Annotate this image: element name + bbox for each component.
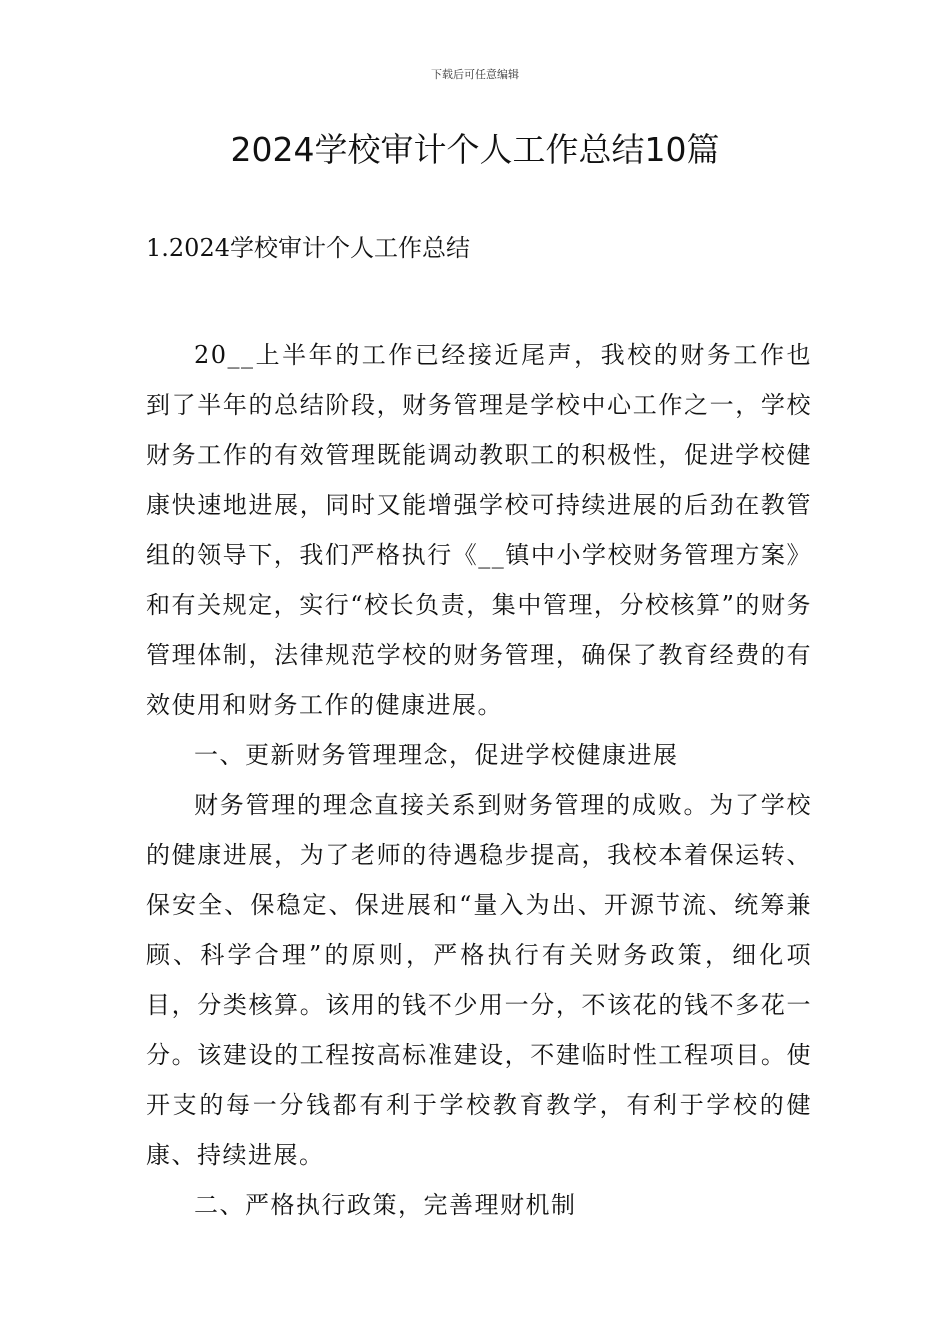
section-title: 1.2024学校审计个人工作总结 bbox=[146, 234, 470, 262]
paragraph-intro: 20__上半年的工作已经接近尾声，我校的财务工作也到了半年的总结阶段，财务管理是学校中心工作之一，学校财务工作的有效管理既能调动教职工的积极性，促进学校健康快速地进展，同时又能增强学校可持续进展的后劲在教管组的领导下，我们严格执行《__镇中小学校财务管理方案》和有关规定，实行“校长负责，集中管理，分校核算”的财务管理体制，法律规范学校的财务管理，确保了教育经费的有效使用和财务工作的健康进展。 bbox=[146, 341, 812, 719]
paragraph-one: 财务管理的理念直接关系到财务管理的成败。为了学校的健康进展，为了老师的待遇稳步提高，我校本着保运转、保安全、保稳定、保进展和“量入为出、开源节流、统筹兼顾、科学合理”的原则，严格执行有关财务政策，细化项目，分类核算。该用的钱不少用一分，不该花的钱不多花一分。该建设的工程按高标准建设，不建临时性工程项目。使开支的每一分钱都有利于学校教育教学，有利于学校的健康、持续进展。 bbox=[146, 791, 812, 1169]
subheading-two: 二、严格执行政策，完善理财机制 bbox=[194, 1191, 577, 1219]
subheading-one: 一、更新财务管理理念，促进学校健康进展 bbox=[194, 741, 679, 769]
body-text bbox=[146, 330, 812, 1230]
document-title: 2024学校审计个人工作总结10篇 bbox=[230, 130, 720, 169]
header-note: 下载后可任意编辑 bbox=[431, 68, 519, 81]
